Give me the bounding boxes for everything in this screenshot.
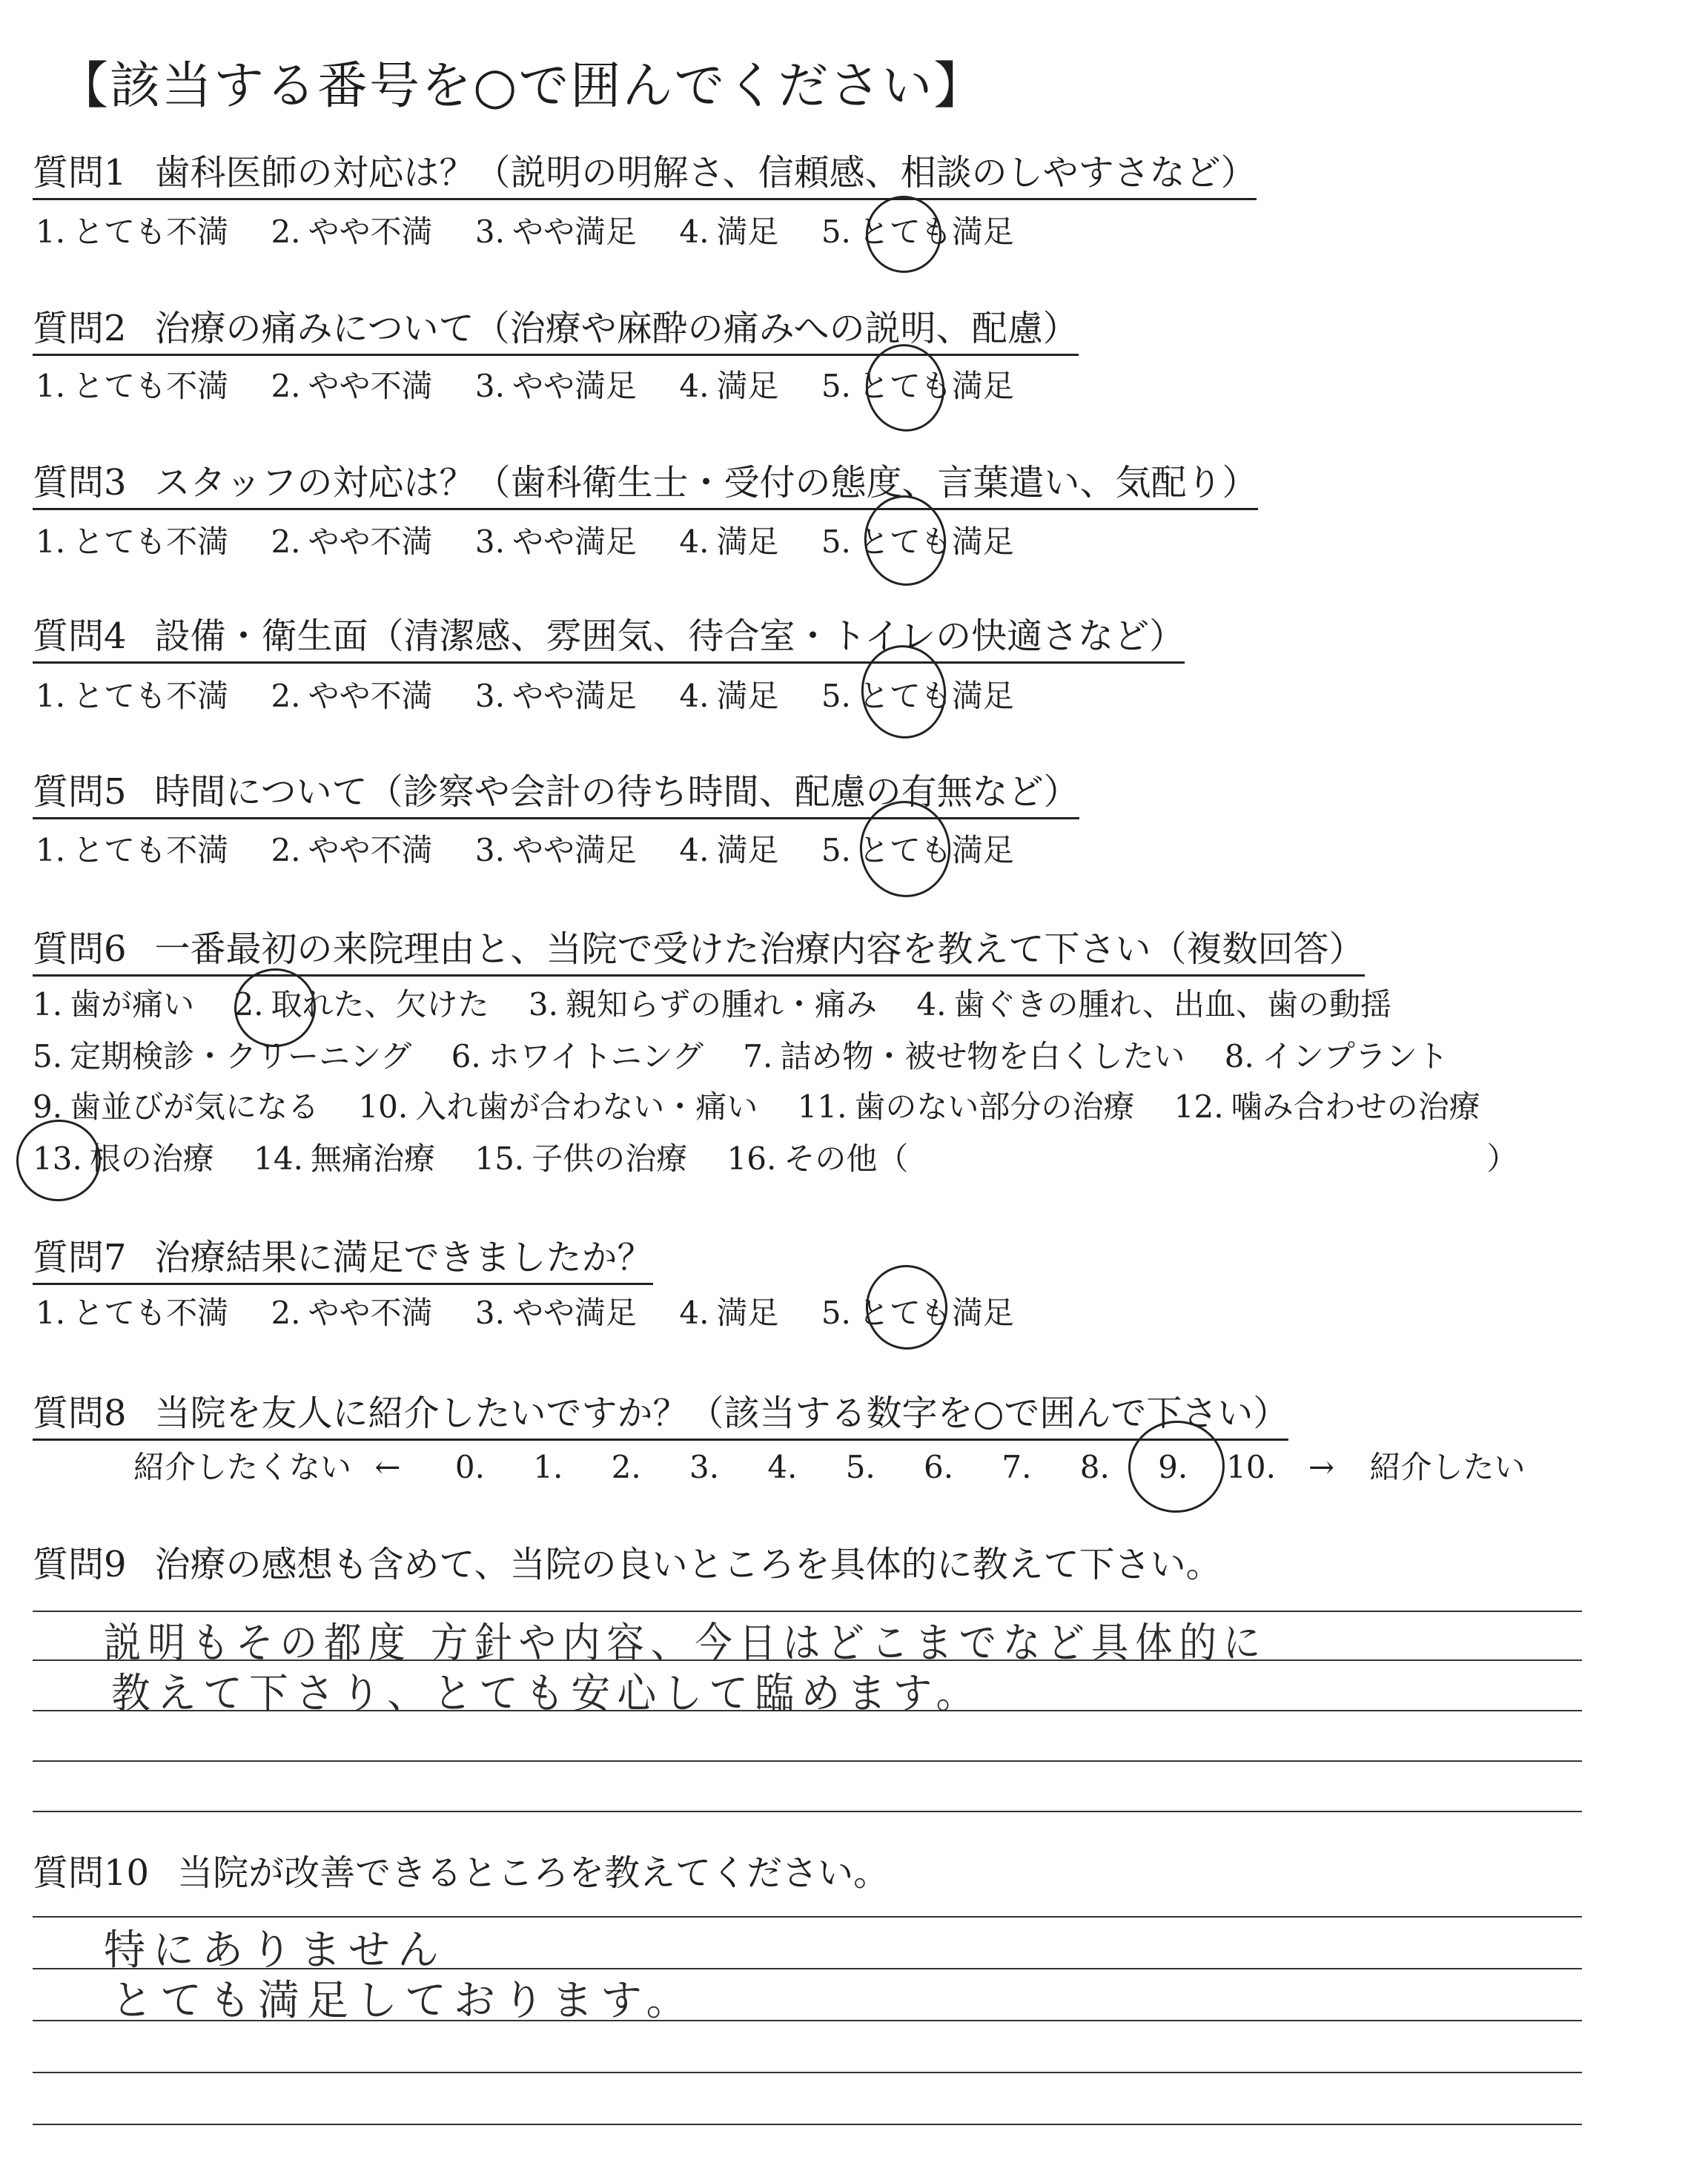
option-4[interactable]: 4. 満足	[679, 678, 779, 714]
handwritten-answer-line: 説明もその都度 方針や内容、今日はどこまでなど具体的に	[104, 1619, 1268, 1668]
question-7-options	[36, 1295, 1047, 1332]
option-1[interactable]: 1. 歯が痛い	[33, 986, 195, 1023]
question-text: スタッフの対応は？（歯科衛生士・受付の態度、言葉遣い、気配り）	[154, 462, 1258, 503]
option-5[interactable]: 5. とても満足	[821, 214, 1014, 250]
scale-option[interactable]: 3.	[689, 1449, 720, 1485]
option-2[interactable]: 2. やや不満	[271, 368, 433, 404]
handwritten-answer-line: 教えて下さり、とても安心して臨めます。	[111, 1670, 982, 1718]
page-title: 【該当する番号を○で囲んでください】	[58, 57, 986, 116]
answer-line	[33, 2072, 1582, 2073]
option-5[interactable]: 5. とても満足	[821, 524, 1014, 560]
answer-line	[33, 1811, 1582, 1812]
question-6-row-4	[33, 1140, 1547, 1178]
option-13[interactable]: 13. 根の治療	[33, 1140, 214, 1177]
scale-low-label: 紹介したくない	[133, 1449, 352, 1485]
right-arrow-icon: →	[1308, 1449, 1335, 1485]
option-11[interactable]: 11. 歯のない部分の治療	[797, 1089, 1135, 1125]
question-label: 質問3	[33, 462, 127, 503]
option-10[interactable]: 10. 入れ歯が合わない・痛い	[358, 1089, 758, 1125]
option-1[interactable]: 1. とても不満	[36, 368, 229, 404]
question-6-heading	[33, 928, 1365, 977]
option-3[interactable]: 3. やや満足	[474, 214, 637, 250]
handwritten-answer-line: とても満足しております。	[111, 1977, 695, 2025]
question-label: 質問5	[33, 771, 127, 813]
answer-line	[33, 1760, 1582, 1762]
question-text: 治療結果に満足できましたか？	[154, 1237, 653, 1278]
question-text: 治療の感想も含めて、当院の良いところを具体的に教えて下さい。	[154, 1544, 1222, 1585]
option-3[interactable]: 3. やや満足	[474, 524, 637, 560]
option-2[interactable]: 2. やや不満	[271, 524, 433, 560]
option-16[interactable]: 16. その他（ ）	[726, 1140, 1518, 1177]
question-8-heading	[33, 1393, 1288, 1441]
option-1[interactable]: 1. とても不満	[36, 524, 229, 560]
option-3[interactable]: 3. やや満足	[474, 368, 637, 404]
option-2[interactable]: 2. やや不満	[271, 214, 433, 250]
scale-option[interactable]: 4.	[767, 1449, 798, 1485]
question-3-options	[36, 524, 1047, 561]
question-label: 質問10	[33, 1852, 150, 1894]
question-text: 時間について（診察や会計の待ち時間、配慮の有無など）	[154, 771, 1079, 813]
scale-option[interactable]: 5.	[845, 1449, 875, 1485]
handwritten-answer-line: 特にありません	[104, 1926, 446, 1975]
option-2[interactable]: 2. 取れた、欠けた	[234, 986, 489, 1023]
question-label: 質問1	[33, 152, 127, 194]
question-text: 治療の痛みについて（治療や麻酔の痛みへの説明、配慮）	[154, 308, 1079, 349]
option-9[interactable]: 9. 歯並びが気になる	[33, 1089, 320, 1125]
option-3[interactable]: 3. 親知らずの腫れ・痛み	[528, 986, 877, 1023]
question-5-options	[36, 832, 1047, 869]
option-5[interactable]: 5. 定期検診・クリーニング	[33, 1038, 412, 1074]
scale-high-label: 紹介したい	[1369, 1449, 1526, 1485]
question-label: 質問4	[33, 615, 127, 657]
scale-option[interactable]: 10.	[1226, 1449, 1276, 1485]
question-6-row-1	[33, 986, 1421, 1023]
question-text: 当院を友人に紹介したいですか？（該当する数字を○で囲んで下さい）	[154, 1393, 1289, 1434]
option-8[interactable]: 8. インプラント	[1224, 1038, 1449, 1074]
question-text: 一番最初の来院理由と、当院で受けた治療内容を教えて下さい（複数回答）	[154, 928, 1365, 970]
option-3[interactable]: 3. やや満足	[474, 678, 637, 714]
question-4-heading	[33, 615, 1185, 664]
option-5[interactable]: 5. とても満足	[821, 368, 1014, 404]
option-4[interactable]: 4. 満足	[679, 214, 779, 250]
option-12[interactable]: 12. 噛み合わせの治療	[1174, 1089, 1480, 1125]
option-5[interactable]: 5. とても満足	[821, 832, 1014, 868]
option-4[interactable]: 4. 歯ぐきの腫れ、出血、歯の動揺	[916, 986, 1391, 1023]
question-2-options	[36, 368, 1047, 405]
scale-option[interactable]: 9.	[1158, 1449, 1188, 1485]
scale-option[interactable]: 1.	[533, 1449, 563, 1485]
option-3[interactable]: 3. やや満足	[474, 1295, 637, 1331]
question-label: 質問6	[33, 928, 127, 970]
scale-option[interactable]: 0.	[454, 1449, 485, 1485]
question-4-options	[36, 678, 1047, 715]
option-6[interactable]: 6. ホワイトニング	[451, 1038, 704, 1074]
question-7-heading	[33, 1237, 653, 1285]
option-1[interactable]: 1. とても不満	[36, 678, 229, 714]
option-5[interactable]: 5. とても満足	[821, 1295, 1014, 1331]
option-14[interactable]: 14. 無痛治療	[254, 1140, 435, 1177]
question-label: 質問8	[33, 1393, 127, 1434]
option-3[interactable]: 3. やや満足	[474, 832, 637, 868]
question-label: 質問2	[33, 308, 127, 349]
scale-option[interactable]: 7.	[1002, 1449, 1032, 1485]
option-1[interactable]: 1. とても不満	[36, 214, 229, 250]
option-1[interactable]: 1. とても不満	[36, 1295, 229, 1331]
option-5[interactable]: 5. とても満足	[821, 678, 1014, 714]
option-4[interactable]: 4. 満足	[679, 832, 779, 868]
question-1-options	[36, 214, 1047, 251]
question-9-heading	[33, 1544, 1222, 1590]
option-2[interactable]: 2. やや不満	[271, 678, 433, 714]
question-6-row-2	[33, 1038, 1478, 1075]
question-5-heading	[33, 771, 1079, 819]
option-2[interactable]: 2. やや不満	[271, 832, 433, 868]
recommend-scale	[133, 1449, 1525, 1486]
option-4[interactable]: 4. 満足	[679, 1295, 779, 1331]
question-label: 質問9	[33, 1544, 127, 1585]
option-7[interactable]: 7. 詰め物・被せ物を白くしたい	[743, 1038, 1185, 1074]
scale-option[interactable]: 6.	[924, 1449, 954, 1485]
option-15[interactable]: 15. 子供の治療	[474, 1140, 688, 1177]
option-2[interactable]: 2. やや不満	[271, 1295, 433, 1331]
option-4[interactable]: 4. 満足	[679, 368, 779, 404]
answer-line	[33, 2124, 1582, 2125]
scale-option[interactable]: 2.	[611, 1449, 641, 1485]
option-1[interactable]: 1. とても不満	[36, 832, 229, 868]
question-label: 質問7	[33, 1237, 127, 1278]
question-text: 歯科医師の対応は？（説明の明解さ、信頼感、相談のしやすさなど）	[154, 152, 1257, 194]
question-text: 設備・衛生面（清潔感、雰囲気、待合室・トイレの快適さなど）	[154, 615, 1185, 657]
question-10-heading	[33, 1852, 889, 1898]
question-6-row-3	[33, 1089, 1510, 1126]
scale-option[interactable]: 8.	[1079, 1449, 1110, 1485]
option-4[interactable]: 4. 満足	[679, 524, 779, 560]
question-1-heading	[33, 152, 1257, 200]
question-text: 当院が改善できるところを教えてください。	[177, 1852, 890, 1894]
question-3-heading	[33, 462, 1258, 510]
question-2-heading	[33, 308, 1079, 356]
left-arrow-icon: ←	[374, 1449, 401, 1485]
